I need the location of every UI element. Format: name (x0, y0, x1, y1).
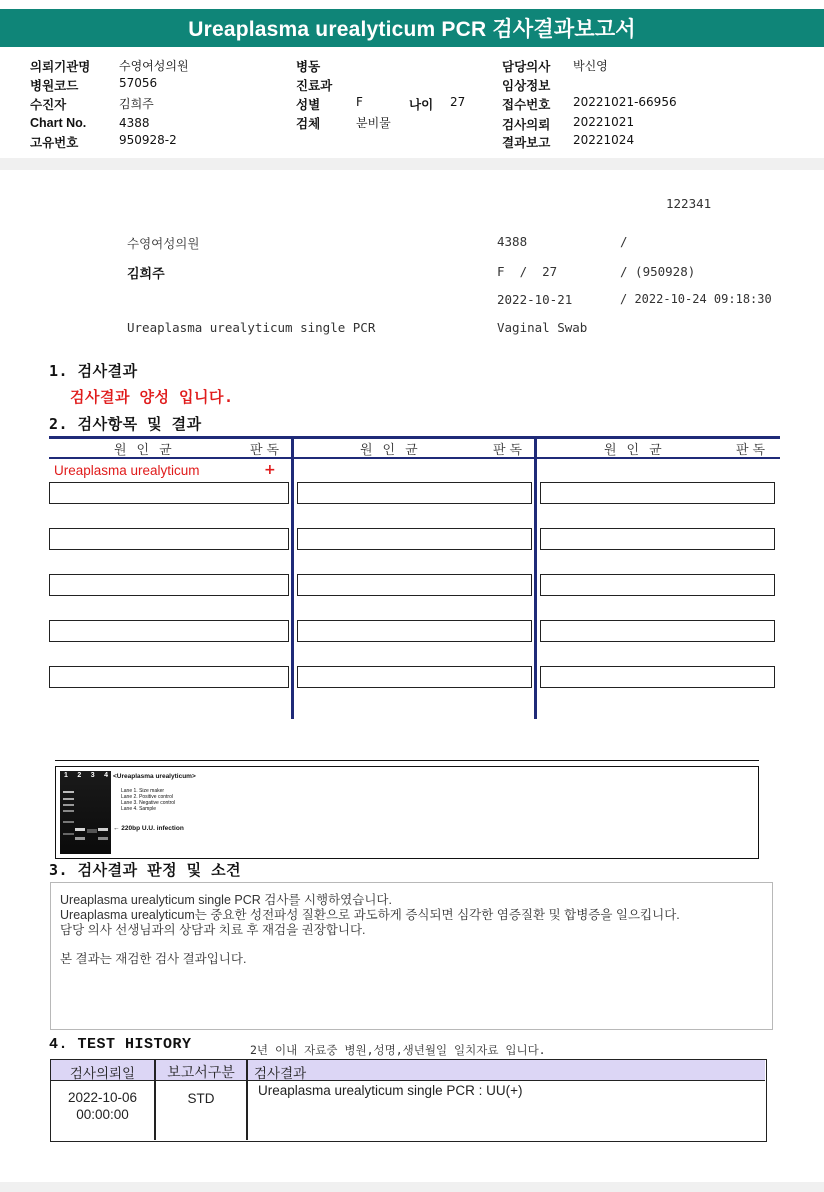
result-box (49, 574, 289, 596)
result-box (297, 482, 532, 504)
gel-ladder-band (63, 798, 74, 800)
hospital-code-value: 57056 (119, 76, 158, 90)
comment-line-1: Ureaplasma urealyticum single PCR 검사를 시행하였습니다. (60, 893, 392, 907)
gel-title: <Ureaplasma urealyticum> (113, 773, 196, 780)
comment-line-4: 본 결과는 재검한 검사 결과입니다. (60, 952, 247, 966)
report-id: 122341 (666, 196, 712, 211)
summary-clinic: 수영여성의원 (127, 236, 200, 251)
doctor-value: 박신영 (573, 59, 608, 73)
specimen-label: 검체 (296, 116, 321, 131)
receipt-no-label: 접수번호 (502, 97, 551, 112)
doctor-label: 담당의사 (502, 59, 551, 74)
section2-title: 2. 검사항목 및 결과 (49, 415, 202, 433)
history-col-divider (246, 1060, 248, 1140)
summary-sex-age: F / 27 (497, 264, 558, 279)
gel-negative-band (87, 829, 97, 833)
gel-top-rule (55, 760, 759, 761)
gel-primer-band (75, 837, 85, 840)
gel-positive-band (75, 828, 85, 831)
history-note: 2년 이내 자료중 병원,성명,생년월일 일치자료 입니다. (250, 1043, 546, 1057)
ward-label: 병동 (296, 59, 321, 74)
result-box (49, 666, 289, 688)
history-table (50, 1059, 767, 1142)
gel-primer-band (98, 837, 108, 840)
history-time: 00:00:00 (76, 1107, 129, 1122)
result-box (297, 574, 532, 596)
summary-chart-no: 4388 (497, 234, 528, 249)
sex-label: 성별 (296, 97, 321, 112)
clinic-label: 의뢰기관명 (30, 59, 91, 74)
result-box (49, 528, 289, 550)
gel-ladder-band (63, 791, 74, 793)
request-label: 검사의뢰 (502, 117, 551, 132)
result-box (540, 528, 775, 550)
col2-judge-header: 판독 (493, 443, 527, 458)
gel-ladder-band (63, 821, 74, 823)
gel-band-label: ← 220bp U.U. infection (113, 825, 184, 832)
request-value: 20221021 (573, 115, 635, 129)
comment-box (50, 882, 773, 1030)
section3-title: 3. 검사결과 판정 및 소견 (49, 861, 242, 879)
sex-value: F (356, 95, 363, 109)
summary-specimen: Vaginal Swab (497, 320, 588, 335)
gel-sample-band (98, 828, 108, 831)
gel-legend-4: Lane 4. Sample (121, 806, 157, 812)
summary-test-name: Ureaplasma urealyticum single PCR (127, 320, 376, 335)
gel-lane-1: 1 (64, 772, 68, 779)
history-header-type: 보고서구분 (167, 1064, 235, 1080)
gel-lane-numbers (64, 772, 108, 779)
col1-pathogen-header: 원인균 (114, 443, 182, 458)
footer-band (0, 1182, 824, 1192)
age-value: 27 (450, 95, 466, 109)
result-box (297, 528, 532, 550)
gel-ladder-band (63, 833, 74, 835)
col3-judge-header: 판독 (736, 443, 770, 458)
history-type: STD (187, 1091, 215, 1106)
history-header-date: 검사의뢰일 (69, 1066, 136, 1081)
unique-id-value: 950928-2 (119, 133, 177, 147)
header-divider (0, 158, 824, 170)
specimen-value: 분비물 (356, 116, 391, 130)
result-box (540, 482, 775, 504)
report-title: Ureaplasma urealyticum PCR 검사결과보고서 (0, 9, 824, 47)
gel-lane-4: 4 (104, 772, 108, 779)
col1-judge-header: 판독 (250, 443, 284, 458)
dept-label: 진료과 (296, 78, 333, 93)
gel-electrophoresis-image (60, 771, 111, 854)
summary-request-date: 2022-10-21 (497, 292, 573, 307)
history-result: Ureaplasma urealyticum single PCR : UU(+) (258, 1083, 523, 1098)
hospital-code-label: 병원코드 (30, 78, 79, 93)
report-date-label: 결과보고 (502, 135, 551, 150)
section1-title: 1. 검사결과 (49, 362, 138, 380)
comment-line-3: 담당 의사 선생님과의 상담과 치료 후 재검을 권장합니다. (60, 923, 366, 937)
patient-value: 김희주 (119, 97, 154, 111)
result-box (540, 666, 775, 688)
table-divider-2 (534, 436, 537, 719)
report-date-value: 20221024 (573, 133, 635, 147)
positive-mark: + (264, 462, 276, 478)
gel-ladder-band (63, 810, 74, 812)
result-message: 검사결과 양성 입니다. (70, 388, 234, 406)
result-box (540, 574, 775, 596)
summary-slash: / (620, 234, 628, 249)
age-label: 나이 (409, 97, 434, 112)
table-divider-1 (291, 436, 294, 719)
summary-report-datetime: / 2022-10-24 09:18:30 (620, 292, 772, 306)
history-header-result: 검사결과 (254, 1066, 307, 1081)
comment-line-2: Ureaplasma urealyticum는 중요한 성전파성 질환으로 과도하게 증식되면 심각한 염증질환 및 합병증을 일으킵니다. (60, 908, 680, 922)
section4-title: 4. TEST HISTORY (49, 1036, 192, 1053)
result-box (297, 666, 532, 688)
gel-legend-2: Lane 2. Positive control (121, 794, 173, 800)
gel-legend-1: Lane 1. Size maker (121, 788, 165, 794)
summary-patient: 김희주 (127, 267, 165, 282)
chart-no-value: 4388 (119, 116, 150, 130)
result-box (49, 482, 289, 504)
gel-legend-3: Lane 3. Negative control (121, 800, 176, 806)
gel-lane-2: 2 (77, 772, 82, 779)
receipt-no-value: 20221021-66956 (573, 95, 677, 109)
pathogen-name: Ureaplasma urealyticum (54, 463, 200, 478)
gel-ladder-band (63, 804, 74, 806)
col2-pathogen-header: 원인균 (360, 443, 428, 458)
col3-pathogen-header: 원인균 (604, 443, 672, 458)
history-date: 2022-10-06 (67, 1090, 138, 1105)
chart-no-label: Chart No. (30, 116, 87, 130)
result-box (297, 620, 532, 642)
result-box (540, 620, 775, 642)
summary-birth: / (950928) (620, 264, 696, 279)
unique-id-label: 고유번호 (30, 135, 79, 150)
result-box (49, 620, 289, 642)
gel-lane-3: 3 (90, 772, 95, 779)
clinical-info-label: 임상정보 (502, 78, 551, 93)
patient-label: 수진자 (30, 97, 67, 112)
clinic-value: 수영여성의원 (119, 59, 189, 73)
